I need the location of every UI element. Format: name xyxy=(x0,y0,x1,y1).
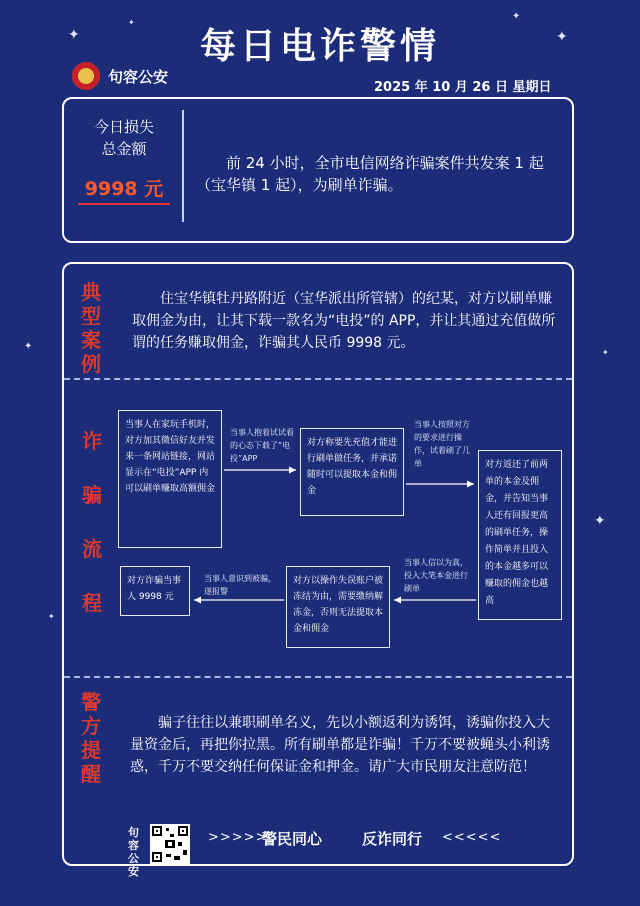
case-heading: 典型案例 xyxy=(81,280,101,376)
qr-code-icon xyxy=(150,824,190,864)
summary-text: 前 24 小时，全市电信网络诈骗案件共发案 1 起（宝华镇 1 起），为刷单诈骗。 xyxy=(196,154,544,194)
star-icon: ✦ xyxy=(68,27,80,43)
flow-step-5: 对方诈骗当事人 9998 元 xyxy=(120,566,190,616)
flow-heading: 诈骗流程 xyxy=(82,429,102,615)
dashed-divider xyxy=(64,676,572,678)
star-icon: ✦ xyxy=(556,29,568,45)
flow-arrow-label-4: 当事人意识到被骗，遂报警 xyxy=(204,574,276,596)
star-icon: ✦ xyxy=(512,11,521,22)
flow-step-4: 对方以操作失误账户被冻结为由，需要缴纳解冻金，否则无法提取本金和佣金 xyxy=(286,566,390,648)
flow-step-1: 当事人在家玩手机时，对方加其微信好友并发来一条网站链接，网站显示在“电投”APP 内可以刷单赚取高额佣金 xyxy=(118,410,222,548)
case-text: 住宝华镇牡丹路附近（宝华派出所管辖）的纪某，对方以刷单赚取佣金为由，让其下载一款名为“电投”的 APP，并让其通过充值做所谓的任务赚取佣金，诈骗其人民币 9998 元。 xyxy=(132,291,556,351)
flow-step-3: 对方返还了前两单的本金及佣金，并告知当事人还有回报更高的刷单任务，操作简单并且投入的本金越多可以赚取的佣金也越高 xyxy=(478,450,562,620)
flow-arrow-label-2: 当事人按照对方的要求进行操作，试着刷了几单 xyxy=(414,420,470,468)
flow-arrow-label-3: 当事人信以为真，投入大笔本金进行刷单 xyxy=(404,558,468,593)
org-name: 句容公安 xyxy=(108,67,169,86)
flow-arrow-label-1: 当事人抱着试试看的心态下载了“电投”APP xyxy=(230,428,294,463)
loss-label-line1: 今日损失 xyxy=(93,118,154,136)
page-title: 每日电诈警情 xyxy=(199,26,440,67)
date-text: 2025 年 10 月 26 日 星期日 xyxy=(374,80,552,95)
star-icon: ✦ xyxy=(24,341,33,352)
star-icon: ✦ xyxy=(594,513,606,529)
star-icon: ✦ xyxy=(602,348,609,357)
star-icon: ✦ xyxy=(48,612,55,621)
star-icon: ✦ xyxy=(128,18,135,27)
loss-label-line2: 总金额 xyxy=(101,140,147,158)
chevrons-left: >>>>> xyxy=(208,830,268,845)
slogan-2: 反诈同行 xyxy=(362,830,423,848)
slogan-1: 警民同心 xyxy=(262,830,323,848)
loss-amount: 9998 元 xyxy=(84,178,164,200)
warning-text: 骗子往往以兼职刷单名义，先以小额返利为诱饵，诱骗你投入大量资金后，再把你拉黑。所有刷单都是诈骗！千万不要被蝇头小利诱惑，千万不要交纳任何保证金和押金。请广大市民朋友注意防范！ xyxy=(130,715,550,775)
flow-step-2: 对方称要先充值才能进行刷单做任务，并承诺随时可以提取本金和佣金 xyxy=(300,428,404,516)
warning-heading: 警方提醒 xyxy=(81,690,101,786)
chevrons-right: <<<<< xyxy=(442,830,502,845)
footer-org: 句容公安 xyxy=(128,826,139,878)
